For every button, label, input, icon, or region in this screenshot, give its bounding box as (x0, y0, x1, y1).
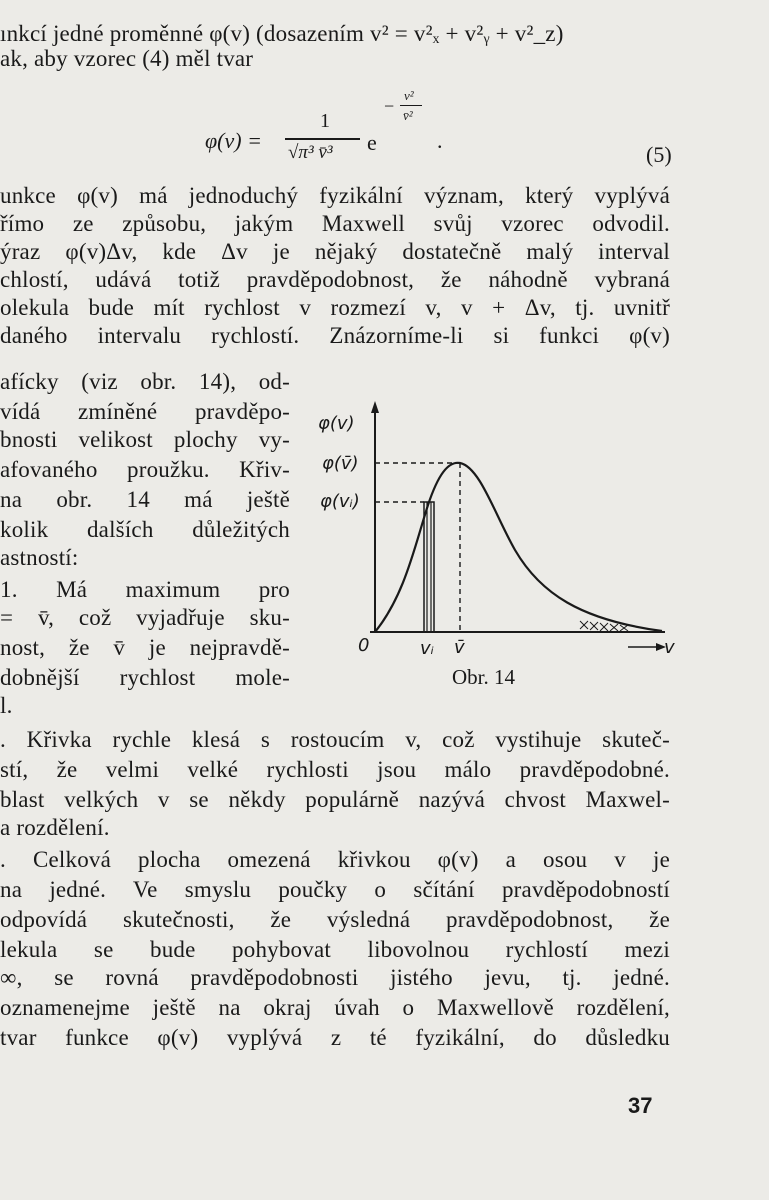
text-line: afovaného proužku. Křiv- (0, 457, 290, 482)
text-line: unkce φ(v) má jednoduchý fyzikální význam, který vyplývá (0, 183, 670, 208)
text-line: nost, že v̄ je nejpravdě- (0, 635, 290, 660)
text-line: dobnější rychlost mole- (0, 665, 290, 690)
text-line: astností: (0, 545, 79, 570)
text-line: bnosti velikost plochy vy- (0, 427, 290, 452)
equation-number: (5) (646, 142, 672, 167)
text-line: lekula se bude pohybovat libovolnou rychlostí mezi (0, 937, 670, 962)
exp-base: e (367, 130, 377, 155)
text-line: na jedné. Ve smyslu poučky o sčítání pravděpodobností (0, 877, 670, 902)
label-phi-v: φ(v) (318, 413, 355, 434)
text-line: . Celková plocha omezená křivkou φ(v) a osou v je (0, 847, 670, 872)
label-vi: vᵢ (420, 638, 434, 659)
equation-denominator: √π³ v̄³ (288, 142, 333, 163)
equation-period: . (437, 128, 443, 153)
label-v-axis: v (664, 637, 675, 658)
fraction-bar (285, 138, 360, 140)
hatched-strip (424, 502, 434, 632)
exp-fraction-bar (400, 105, 422, 106)
equation-numerator: 1 (320, 110, 330, 132)
text-line: ak, aby vzorec (4) měl tvar (0, 46, 254, 71)
figure-14 (310, 395, 680, 695)
text-line: ınkcí jedné proměnné φ(v) (dosazením v² = v²ₓ + v²ᵧ + v²_z) (0, 21, 564, 46)
text-line: tvar funkce φ(v) vyplývá z té fyzikální, do důsledku (0, 1025, 670, 1050)
text-line: na obr. 14 má ještě (0, 487, 290, 512)
text-line: a rozdělení. (0, 815, 110, 840)
text-line: 1. Má maximum pro (0, 577, 290, 602)
exp-sign: − (384, 96, 395, 116)
distribution-curve (375, 463, 662, 632)
text-line: odpovídá skutečnosti, že výsledná pravděpodobnost, že (0, 907, 670, 932)
text-line: stí, že velmi velké rychlosti jsou málo pravděpodobné. (0, 757, 670, 782)
text-line: daného intervalu rychlostí. Znázorníme-li si funkci φ(v) (0, 323, 670, 348)
label-vbar: v̄ (454, 637, 465, 658)
text-line: ýraz φ(v)Δv, kde Δv je nějaký dostatečně malý interval (0, 239, 670, 264)
page-number: 37 (628, 1093, 653, 1118)
text-line: blast velkých v se někdy populárně nazývá chvost Maxwel- (0, 787, 670, 812)
text-line: oznamenejme ještě na okraj úvah o Maxwellově rozdělení, (0, 995, 670, 1020)
y-axis-arrow (371, 401, 379, 413)
label-phi-vi: φ(vᵢ) (320, 491, 360, 512)
text-line: = v̄, což vyjadřuje sku- (0, 605, 290, 630)
text-line: ∞, se rovná pravděpodobnosti jistého jevu, tj. jedné. (0, 965, 670, 990)
text-line: kolik dalších důležitých (0, 517, 290, 542)
text-line: vídá zmíněné pravděpo- (0, 399, 290, 424)
text-line: l. (0, 693, 13, 718)
text-line: chlostí, udává totiž pravděpodobnost, že náhodně vybraná (0, 267, 670, 292)
text-line: římo ze způsobu, jakým Maxwell svůj vzorec odvodil. (0, 211, 670, 236)
label-phi-vbar: φ(v̄) (322, 453, 359, 474)
exp-denominator: v̄² (403, 108, 413, 123)
figure-caption: Obr. 14 (452, 665, 515, 689)
label-origin: 0 (358, 635, 370, 656)
text-line: . Křivka rychle klesá s rostoucím v, což vystihuje skuteč- (0, 727, 670, 752)
equation-lhs: φ(v) = (205, 128, 262, 153)
text-line: afícky (viz obr. 14), od- (0, 369, 290, 394)
text-line: olekula bude mít rychlost v rozmezí v, v + Δv, tj. uvnitř (0, 295, 670, 320)
exp-numerator: v² (404, 88, 414, 103)
